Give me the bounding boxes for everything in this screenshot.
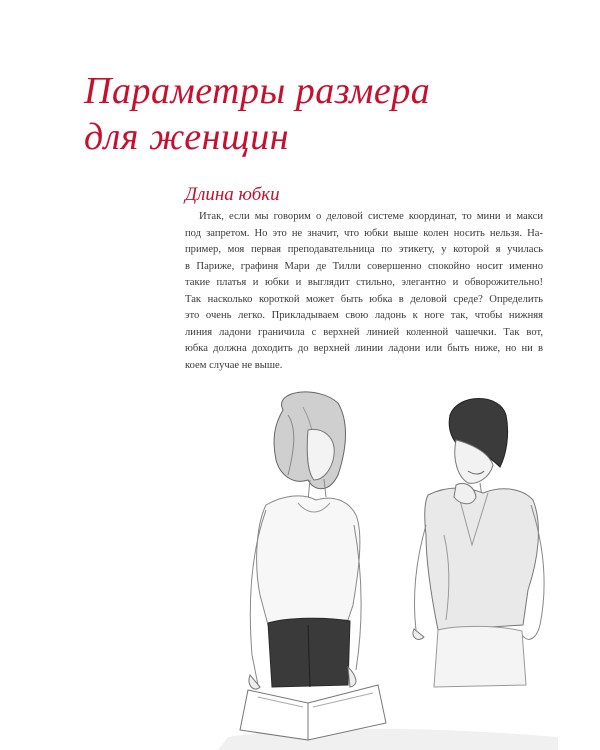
body-line: линия ладони граничила с верхней линией коленной чашечки. Так вот, [185, 326, 543, 338]
section-title: Длина юбки [185, 184, 280, 205]
body-line: пример, моя первая преподавательница по этикету, у которой я училась [185, 244, 543, 255]
page-title-line-2: для женщин [84, 116, 290, 158]
page-title-line-1: Параметры размера [84, 70, 431, 112]
body-line: Так насколько короткой может быть юбка в деловой среде? Определить [185, 293, 543, 305]
body-line: Итак, если мы говорим о деловой системе координат, то мини и макси [199, 211, 543, 222]
body-line: юбка должна доходить до верхней линии ладони или быть ниже, но ни в [185, 343, 543, 354]
women-pencil-illustration [188, 385, 558, 750]
body-line: коем случае не выше. [185, 359, 283, 371]
body-line: под запретом. Но это не значит, что юбки выше колен носить нельзя. На- [185, 227, 543, 239]
page-title [84, 68, 524, 160]
body-line: такие платья и юбки и выглядит стильно, элегантно и обворожительно! [185, 277, 543, 288]
right-woman-figure [413, 399, 544, 688]
body-paragraph [185, 209, 543, 374]
body-line: это очень легко. Прикладываем свою ладонь к ноге так, чтобы нижняя [185, 310, 543, 321]
body-line: в Париже, графиня Мари де Тилли совершенно спокойно носит именно [185, 260, 543, 272]
left-woman-figure [249, 392, 361, 689]
